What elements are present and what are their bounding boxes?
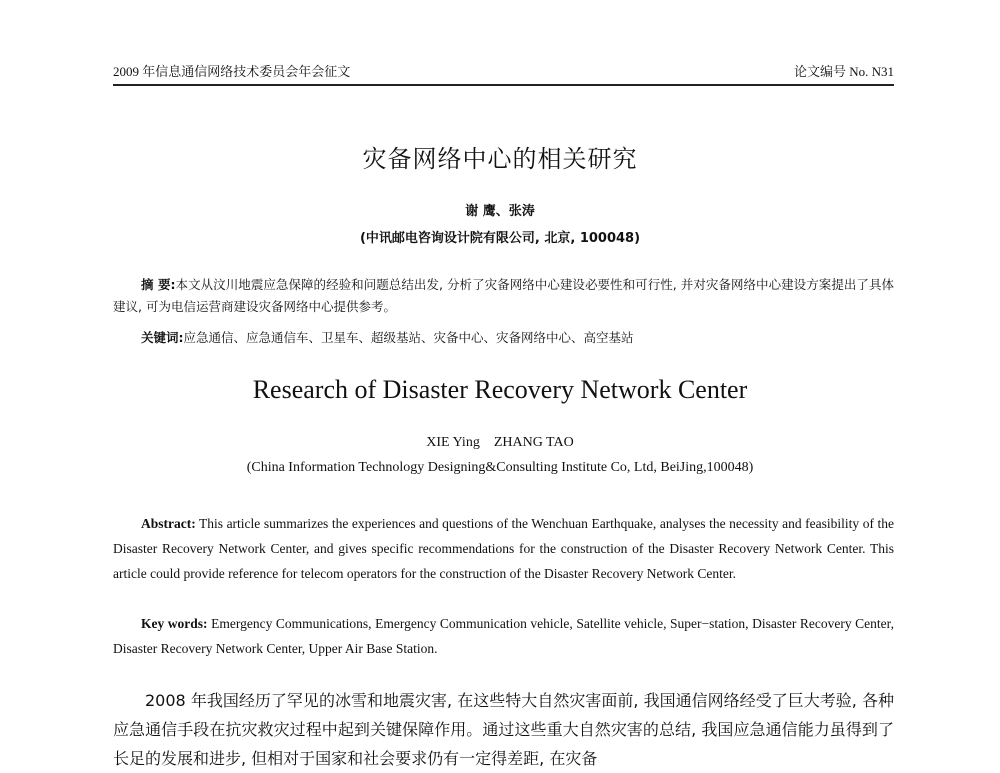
abstract-chinese-text: 本文从汶川地震应急保障的经验和问题总结出发, 分析了灾备网络中心建设必要性和可行性, 并对灾备网络中心建设方案提出了具体建议, 可为电信运营商建设灾备网络中心提供参考。 <box>113 277 894 314</box>
affiliation-chinese: (中讯邮电咨询设计院有限公司, 北京, 100048) <box>359 231 641 246</box>
abstract-english-label: Abstract: <box>141 516 196 531</box>
keywords-chinese-text: 应急通信、应急通信车、卫星车、超级基站、灾备中心、灾备网络中心、高空基站 <box>183 330 634 345</box>
keywords-chinese-label: 关键词: <box>141 330 184 345</box>
authors-english: XIE Ying ZHANG TAO <box>426 435 574 450</box>
abstract-english-text: This article summarizes the experiences and questions of the Wenchuan Earthquake, analyses the necessity and feasibility of the Disaster Recovery Network Center, and gives specific recommendations for the construction of the Disaster Recovery Network Center. This article could provide reference for telecom operators for the construction of the Disaster Recovery Network Center. <box>113 516 894 581</box>
header-paper-number: 论文编号 No. N31 <box>793 64 894 79</box>
keywords-english-text: Emergency Communications, Emergency Communication vehicle, Satellite vehicle, Super−station, Disaster Recovery Center, Disaster Recovery Network Center, Upper Air Base Station. <box>113 616 894 656</box>
title-english: Research of Disaster Recovery Network Center <box>252 375 748 404</box>
body-paragraph: 2008 年我国经历了罕见的冰雪和地震灾害, 在这些特大自然灾害面前, 我国通信网络经受了巨大考验, 各种应急通信手段在抗灾救灾过程中起到关键保障作用。通过这些重大自然灾害的总结, 我国应急通信能力虽得到了长足的发展和进步, 但相对于国家和社会要求仍有一定得差距, 在灾备 <box>113 691 894 768</box>
keywords-english <box>113 611 894 661</box>
running-header <box>113 62 894 86</box>
keywords-english-label: Key words: <box>141 616 208 631</box>
keywords-chinese <box>113 327 894 349</box>
header-conference: 2009 年信息通信网络技术委员会年会征文 <box>113 64 351 79</box>
authors-chinese: 谢 鹰、张涛 <box>465 204 535 219</box>
abstract-chinese-label: 摘 要: <box>141 277 176 292</box>
abstract-english <box>113 511 894 586</box>
title-chinese: 灾备网络中心的相关研究 <box>362 145 638 173</box>
affiliation-english: (China Information Technology Designing&Consulting Institute Co, Ltd, BeiJing,100048) <box>246 460 754 475</box>
abstract-chinese <box>113 274 894 318</box>
